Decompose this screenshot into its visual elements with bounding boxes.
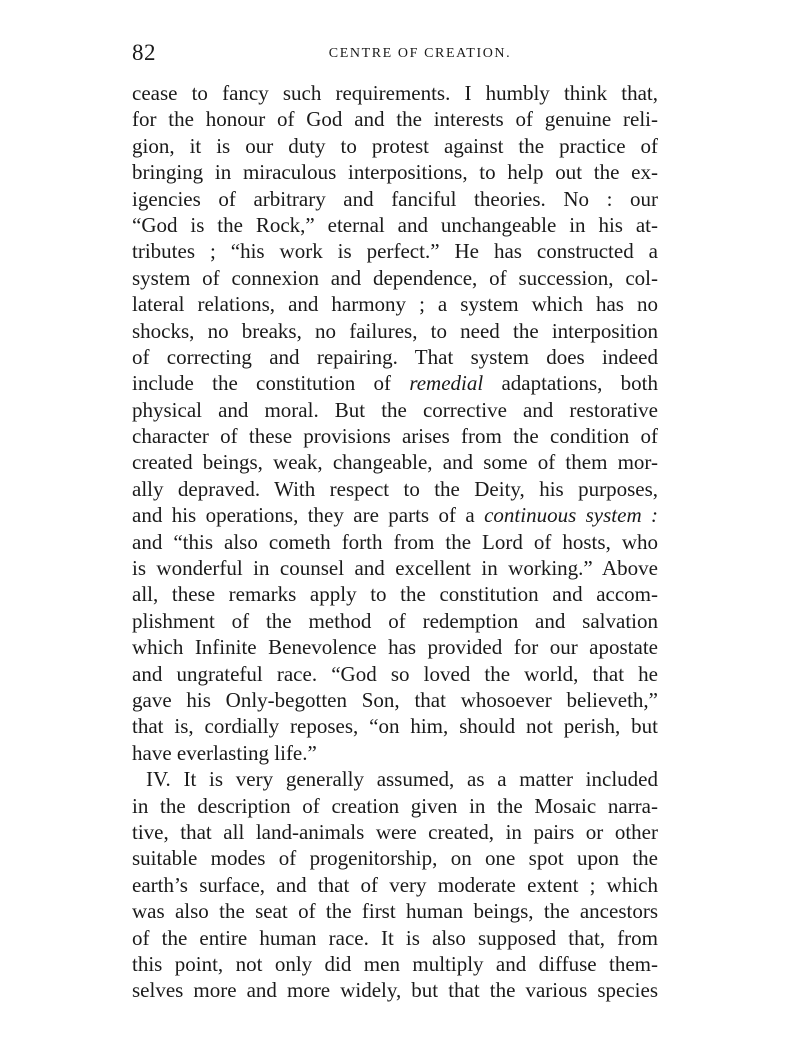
text-line: tive, that all land-animals were created, in pairs or other [132,819,658,844]
text-line: include the constitution of remedial adaptations, both [132,371,658,396]
text-line: all, these remarks apply to the constitution and accom- [132,582,658,607]
text-line: for the honour of God and the interests of genuine reli- [132,107,658,132]
text-line: plishment of the method of redemption and salvation [132,608,658,633]
text-line: and his operations, they are parts of a continuous system : [132,503,658,528]
text-line: earth’s surface, and that of very moderate extent ; which [132,872,658,897]
text-line: character of these provisions arises from the condition of [132,424,658,449]
text-line: created beings, weak, changeable, and some of them mor- [132,450,658,475]
text-line: “God is the Rock,” eternal and unchangeable in his at- [132,212,658,237]
page-header [120,40,680,80]
text-line: cease to fancy such requirements. I humbly think that, [132,81,658,105]
text-line: ally depraved. With respect to the Deity, his purposes, [132,476,658,501]
text-line: system of connexion and dependence, of succession, col- [132,265,658,290]
text-line: tributes ; “his work is perfect.” He has constructed a [132,239,658,264]
text-line: bringing in miraculous interpositions, to help out the ex- [132,160,658,185]
text-line: and ungrateful race. “God so loved the world, that he [132,661,658,686]
text-line: in the description of creation given in the Mosaic narra- [132,793,658,818]
text-line: igencies of arbitrary and fanciful theories. No : our [132,186,658,211]
text-line: have everlasting life.” [132,740,317,765]
body-text [132,80,658,1004]
running-title: CENTRE OF CREATION. [328,46,512,61]
text-line: shocks, no breaks, no failures, to need the interposition [132,318,658,343]
text-line: of correcting and repairing. That system does indeed [132,344,658,369]
text-line: and “this also cometh forth from the Lord of hosts, who [132,529,658,554]
text-line: gion, it is our duty to protest against the practice of [132,133,658,158]
text-line: is wonderful in counsel and excellent in working.” Above [132,556,658,581]
text-line: that is, cordially reposes, “on him, should not perish, but [132,714,658,739]
text-line: lateral relations, and harmony ; a system which has no [132,292,658,317]
text-line: this point, not only did men multiply and diffuse them- [132,951,658,976]
text-line: which Infinite Benevolence has provided for our apostate [132,635,658,660]
text-line: selves more and more widely, but that the various species [132,978,658,1003]
text-line: suitable modes of progenitorship, on one spot upon the [132,846,658,871]
text-line: gave his Only-begotten Son, that whosoever believeth,” [132,687,658,712]
page-number: 82 [132,40,156,65]
text-line: of the entire human race. It is also supposed that, from [132,925,658,950]
text-line: was also the seat of the first human beings, the ancestors [132,899,658,924]
text-line: physical and moral. But the corrective and restorative [132,397,658,422]
text-line: IV. It is very generally assumed, as a matter included [146,767,658,792]
